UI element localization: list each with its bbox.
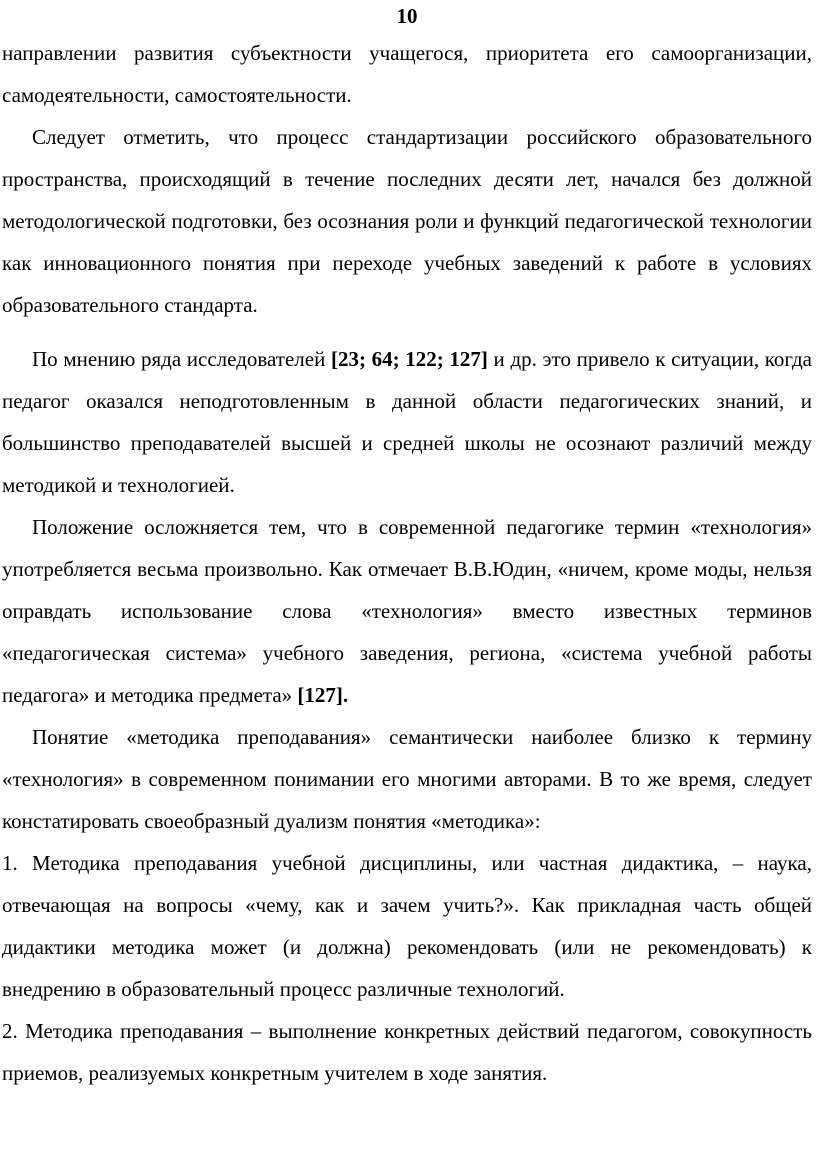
paragraph-text: По мнению ряда исследователей [32, 347, 331, 371]
paragraph-methodology-concept: Понятие «методика преподавания» семантически наиболее близко к термину «технология» в современном понимании его многими авторами. В то же время, следует констатировать своеобразный дуализм понятия «методика»: [2, 725, 812, 833]
paragraph-term-technology [2, 506, 812, 716]
document-page [2, 0, 812, 1094]
citation-reference: [127]. [297, 683, 349, 707]
paragraph-text: Положение осложняется тем, что в современной педагогике термин «технология» употребляется весьма произвольно. Как отмечает В.В.Юдин, «ничем, кроме моды, нельзя оправдать использование слова «технология» вместо известных терминов «педагогическая система» учебного заведения, региона, «система учебной работы педагога» и методика предмета» [2, 515, 812, 707]
paragraph-text: и др. это привело к ситуации, когда педагог оказался неподготовленным в данной области педагогических знаний, и большинство преподавателей высшей и средней школы не осознают различий между методикой и технологией. [2, 347, 812, 497]
paragraph-researchers-opinion [2, 338, 812, 506]
paragraph-continuation: направлении развития субъектности учащегося, приоритета его самоорганизации, самодеятельности, самостоятельности. [2, 41, 812, 107]
citation-references: [23; 64; 122; 127] [330, 347, 488, 371]
list-item-2: 2. Методика преподавания – выполнение конкретных действий педагогом, совокупность приемов, реализуемых конкретным учителем в ходе занятия. [2, 1019, 812, 1085]
paragraph-standardization: Следует отметить, что процесс стандартизации российского образовательного пространства, происходящий в течение последних десяти лет, начался без должной методологической подготовки, без осознания роли и функций педагогической технологии как инновационного понятия при переходе учебных заведений к работе в условиях образовательного стандарта. [2, 125, 812, 317]
list-item-1: 1. Методика преподавания учебной дисциплины, или частная дидактика, – наука, отвечающая на вопросы «чему, как и зачем учить?». Как прикладная часть общей дидактики методика может (и должна) рекомендовать (или не рекомендовать) к внедрению в образовательный процесс различные технологий. [2, 851, 812, 1001]
page-number: 10 [396, 4, 418, 28]
